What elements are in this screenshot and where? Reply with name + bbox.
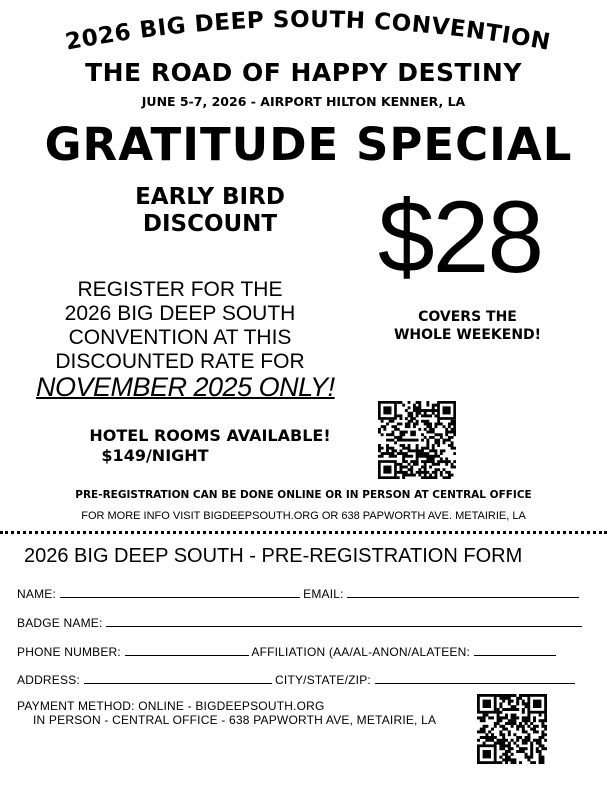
name-row xyxy=(17,585,579,601)
address-field[interactable] xyxy=(84,671,272,684)
svg-text:2026 BIG DEEP SOUTH CONVENTION: 2026 BIG DEEP SOUTH CONVENTION xyxy=(63,6,553,56)
badge-row xyxy=(17,614,582,630)
affiliation-label: AFFILIATION (AA/AL-ANON/ALATEEN: xyxy=(251,645,471,659)
form-title: 2026 BIG DEEP SOUTH - PRE-REGISTRATION FORM xyxy=(24,545,523,567)
email-label: EMAIL: xyxy=(303,587,344,601)
badge-label: BADGE NAME: xyxy=(17,616,103,630)
register-blurb xyxy=(30,278,330,374)
more-info: FOR MORE INFO VISIT BIGDEEPSOUTH.ORG OR 638 PAPWORTH AVE. METAIRIE, LA xyxy=(81,510,526,522)
payment-line-1: PAYMENT METHOD: ONLINE - BIGDEEPSOUTH.ORG xyxy=(17,699,325,713)
dates-location: JUNE 5-7, 2026 - AIRPORT HILTON KENNER, LA xyxy=(141,94,466,109)
hotel-line-2: $149/NIGHT xyxy=(101,446,209,465)
phone-row xyxy=(17,643,556,659)
preregistration-note: PRE-REGISTRATION CAN BE DONE ONLINE OR IN PERSON AT CENTRAL OFFICE xyxy=(75,489,532,501)
qr-code-icon[interactable] xyxy=(378,401,456,479)
early-bird-line-1: EARLY BIRD xyxy=(135,184,285,210)
register-line-3: CONVENTION AT THIS xyxy=(68,326,292,349)
price: $28 xyxy=(377,180,543,294)
badge-name-field[interactable] xyxy=(106,614,582,627)
city-label: CITY/STATE/ZIP: xyxy=(275,673,371,687)
register-line-4: DISCOUNTED RATE FOR xyxy=(55,350,305,373)
address-label: ADDRESS: xyxy=(17,673,80,687)
early-bird-label xyxy=(105,184,315,238)
name-label: NAME: xyxy=(17,587,57,601)
november-only: NOVEMBER 2025 ONLY! xyxy=(36,372,335,402)
affiliation-field[interactable] xyxy=(474,643,556,656)
cut-line xyxy=(0,531,607,534)
hotel-info xyxy=(50,426,370,466)
register-line-1: REGISTER FOR THE xyxy=(77,278,283,301)
address-row xyxy=(17,671,575,687)
hotel-line-1: HOTEL ROOMS AVAILABLE! xyxy=(89,426,331,445)
covers-line-1: COVERS THE xyxy=(418,309,517,325)
email-field[interactable] xyxy=(347,585,579,598)
covers-line-2: WHOLE WEEKEND! xyxy=(393,327,542,343)
payment-line-2: IN PERSON - CENTRAL OFFICE - 638 PAPWORTH AVE, METAIRIE, LA xyxy=(33,713,437,727)
early-bird-line-2: DISCOUNT xyxy=(142,211,278,237)
qr-code-icon[interactable] xyxy=(477,694,547,764)
phone-field[interactable] xyxy=(125,643,249,656)
gratitude-special-heading: GRATITUDE SPECIAL xyxy=(44,118,573,171)
city-field[interactable] xyxy=(375,671,575,684)
theme-title: THE ROAD OF HAPPY DESTINY xyxy=(85,58,522,87)
covers-weekend xyxy=(370,308,565,344)
name-field[interactable] xyxy=(60,585,300,598)
phone-label: PHONE NUMBER: xyxy=(17,645,121,659)
register-line-2: 2026 BIG DEEP SOUTH xyxy=(64,302,296,325)
